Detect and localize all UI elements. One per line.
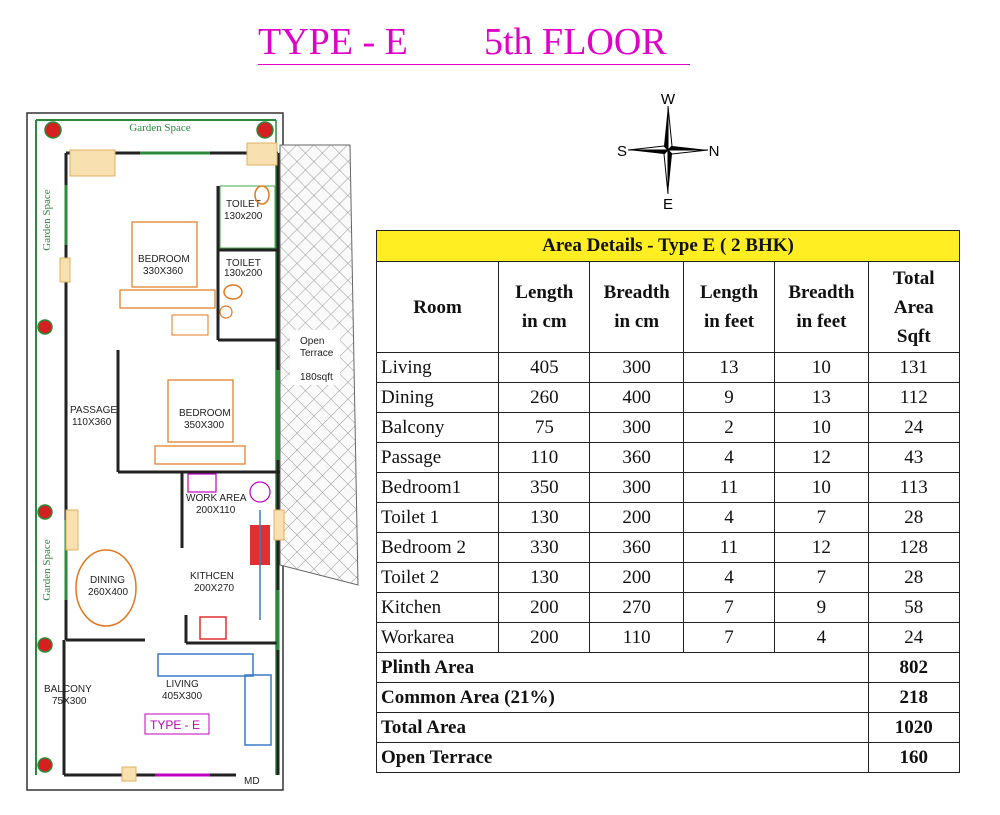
table-caption-row — [377, 231, 960, 262]
cell-breadth-ft: 7 — [775, 503, 868, 533]
summary-value: 1020 — [868, 713, 959, 743]
cell-breadth-cm: 360 — [590, 443, 683, 473]
sofa-icon — [158, 654, 253, 676]
passage-name: PASSAGE — [70, 405, 118, 416]
cell-length-cm: 110 — [499, 443, 590, 473]
flower-icon — [38, 758, 52, 772]
sofa-icon — [245, 675, 271, 745]
cell-length-cm: 130 — [499, 563, 590, 593]
compass-n: N — [708, 143, 720, 160]
cell-room: Bedroom 2 — [377, 533, 499, 563]
cell-length-cm: 350 — [499, 473, 590, 503]
cell-length-ft: 7 — [683, 593, 774, 623]
summary-row — [377, 743, 960, 773]
bedroom-2-size: 350X300 — [184, 420, 225, 431]
cell-length-cm: 260 — [499, 383, 590, 413]
cell-length-ft: 4 — [683, 563, 774, 593]
wardrobe-icon — [120, 290, 215, 308]
cell-breadth-cm: 200 — [590, 503, 683, 533]
kitchen-size: 200X270 — [194, 583, 235, 594]
passage-size: 110X360 — [72, 417, 112, 428]
compass-s: S — [616, 143, 628, 160]
toilet-2-size: 130x200 — [224, 268, 263, 279]
summary-row — [377, 683, 960, 713]
header-breadth-ft: Breadth in feet — [775, 262, 868, 353]
table-row — [377, 413, 960, 443]
garden-space-top-label: Garden Space — [129, 122, 191, 134]
cell-total-area: 43 — [868, 443, 959, 473]
wardrobe-icon — [155, 446, 245, 464]
table-row — [377, 383, 960, 413]
summary-label: Total Area — [377, 713, 869, 743]
sink-icon — [250, 482, 270, 502]
type-label: TYPE - E — [258, 21, 408, 63]
cell-breadth-ft: 10 — [775, 473, 868, 503]
title-underline — [258, 64, 690, 65]
cell-breadth-cm: 110 — [590, 623, 683, 653]
cell-total-area: 24 — [868, 623, 959, 653]
page-title — [0, 20, 1000, 70]
cell-breadth-ft: 10 — [775, 353, 868, 383]
compass-rose — [610, 88, 730, 213]
type-tag: TYPE - E — [150, 718, 201, 732]
workarea-size: 200X110 — [196, 505, 236, 516]
garden-space-left-label-1: Garden Space — [41, 189, 53, 251]
wc-icon — [224, 285, 242, 299]
cell-length-ft: 9 — [683, 383, 774, 413]
table-row — [377, 563, 960, 593]
cell-room: Passage — [377, 443, 499, 473]
table-header-row — [377, 262, 960, 353]
toilet-1-name: TOILET — [226, 199, 261, 210]
summary-label: Common Area (21%) — [377, 683, 869, 713]
cell-total-area: 128 — [868, 533, 959, 563]
toilet-2-name: TOILET — [226, 258, 261, 269]
table-row — [377, 473, 960, 503]
summary-row — [377, 653, 960, 683]
compass-e: E — [662, 196, 674, 213]
cell-breadth-cm: 300 — [590, 353, 683, 383]
cell-breadth-cm: 300 — [590, 413, 683, 443]
balcony-size: 75X300 — [52, 696, 87, 707]
dining-name: DINING — [90, 575, 125, 586]
bedroom-1-name: BEDROOM — [138, 254, 190, 265]
summary-label: Open Terrace — [377, 743, 869, 773]
cell-breadth-cm: 270 — [590, 593, 683, 623]
cell-total-area: 28 — [868, 503, 959, 533]
cell-length-ft: 13 — [683, 353, 774, 383]
dining-size: 260X400 — [88, 587, 129, 598]
bedroom-2-name: BEDROOM — [179, 408, 231, 419]
balcony-name: BALCONY — [44, 684, 92, 695]
cell-total-area: 131 — [868, 353, 959, 383]
summary-value: 160 — [868, 743, 959, 773]
open-terrace-line1: Open — [300, 336, 325, 347]
cell-total-area: 24 — [868, 413, 959, 443]
header-length-cm: Length in cm — [499, 262, 590, 353]
flower-icon — [38, 505, 52, 519]
main-door-label: MD — [244, 776, 260, 787]
cell-room: Dining — [377, 383, 499, 413]
garden-space-left-label-2: Garden Space — [41, 539, 53, 601]
cell-room: Kitchen — [377, 593, 499, 623]
cell-total-area: 112 — [868, 383, 959, 413]
living-size: 405X300 — [162, 691, 203, 702]
area-details-table — [376, 230, 960, 773]
table-row — [377, 533, 960, 563]
cell-breadth-ft: 9 — [775, 593, 868, 623]
cell-room: Toilet 2 — [377, 563, 499, 593]
compass-star-icon — [628, 106, 708, 194]
floor-plan — [0, 110, 360, 815]
cell-breadth-ft: 10 — [775, 413, 868, 443]
cell-length-cm: 200 — [499, 593, 590, 623]
cell-length-ft: 2 — [683, 413, 774, 443]
bedroom-1-size: 330X360 — [143, 266, 184, 277]
kitchen-name: KITHCEN — [190, 571, 234, 582]
washbasin-icon — [220, 306, 232, 318]
cell-length-ft: 11 — [683, 473, 774, 503]
workarea-name: WORK AREA — [186, 493, 247, 504]
table-row — [377, 503, 960, 533]
cell-breadth-ft: 12 — [775, 443, 868, 473]
summary-value: 802 — [868, 653, 959, 683]
cell-total-area: 113 — [868, 473, 959, 503]
cell-length-cm: 130 — [499, 503, 590, 533]
header-breadth-cm: Breadth in cm — [590, 262, 683, 353]
summary-value: 218 — [868, 683, 959, 713]
summary-label: Plinth Area — [377, 653, 869, 683]
header-length-ft: Length in feet — [683, 262, 774, 353]
cell-room: Living — [377, 353, 499, 383]
cell-length-ft: 11 — [683, 533, 774, 563]
cabinet-icon — [172, 315, 208, 335]
area-table — [376, 230, 960, 773]
cell-room: Workarea — [377, 623, 499, 653]
cell-length-ft: 4 — [683, 503, 774, 533]
flower-icon — [38, 638, 52, 652]
cell-room: Toilet 1 — [377, 503, 499, 533]
open-terrace-line2: Terrace — [300, 348, 334, 359]
floor-label: 5th FLOOR — [484, 21, 667, 63]
table-caption: Area Details - Type E ( 2 BHK) — [377, 231, 960, 262]
summary-row — [377, 713, 960, 743]
table-row — [377, 353, 960, 383]
cell-breadth-ft: 13 — [775, 383, 868, 413]
cell-breadth-cm: 200 — [590, 563, 683, 593]
header-total-area: Total Area Sqft — [868, 262, 959, 353]
cell-length-cm: 405 — [499, 353, 590, 383]
open-terrace-size: 180sqft — [300, 372, 333, 383]
cell-room: Bedroom1 — [377, 473, 499, 503]
cell-length-cm: 330 — [499, 533, 590, 563]
cell-length-ft: 7 — [683, 623, 774, 653]
cell-breadth-ft: 7 — [775, 563, 868, 593]
cell-total-area: 58 — [868, 593, 959, 623]
table-row — [377, 593, 960, 623]
table-row — [377, 443, 960, 473]
cell-length-ft: 4 — [683, 443, 774, 473]
flower-icon — [257, 122, 273, 138]
cell-length-cm: 200 — [499, 623, 590, 653]
table-row — [377, 623, 960, 653]
cell-breadth-cm: 300 — [590, 473, 683, 503]
header-room: Room — [377, 262, 499, 353]
living-name: LIVING — [166, 679, 199, 690]
cell-breadth-cm: 400 — [590, 383, 683, 413]
flower-icon — [38, 320, 52, 334]
cell-breadth-ft: 4 — [775, 623, 868, 653]
cell-breadth-cm: 360 — [590, 533, 683, 563]
stove-icon — [200, 617, 226, 639]
toilet-1-size: 130x200 — [224, 211, 263, 222]
cell-breadth-ft: 12 — [775, 533, 868, 563]
flower-icon — [45, 122, 61, 138]
cell-length-cm: 75 — [499, 413, 590, 443]
cell-room: Balcony — [377, 413, 499, 443]
compass-w: W — [660, 91, 676, 108]
washing-machine-icon — [188, 474, 216, 492]
cell-total-area: 28 — [868, 563, 959, 593]
